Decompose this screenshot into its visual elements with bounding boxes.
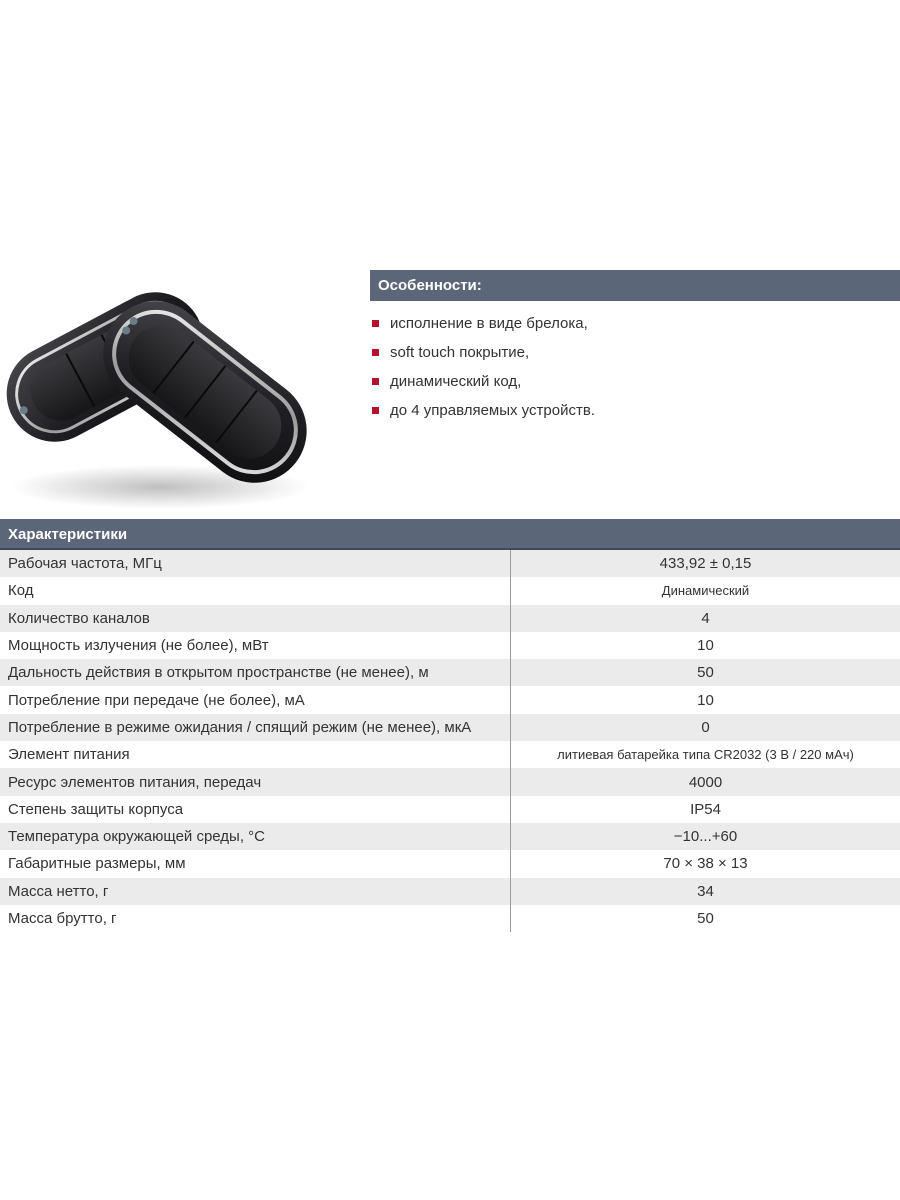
spec-name: Рабочая частота, МГц — [8, 555, 162, 573]
spec-name: Масса брутто, г — [8, 910, 117, 927]
bullet-icon — [372, 378, 379, 385]
spec-value: Динамический — [510, 577, 900, 604]
spec-value: 50 — [510, 659, 900, 686]
spec-name: Потребление в режиме ожидания / спящий режим (не менее), мкА — [8, 718, 472, 736]
spec-name: Степень защиты корпуса — [8, 800, 184, 818]
table-row — [0, 686, 900, 713]
table-row — [0, 741, 900, 768]
table-row — [0, 823, 900, 850]
spec-name: Код — [8, 582, 34, 600]
spec-name: Мощность излучения (не более), мВт — [8, 637, 269, 655]
feature-text: soft touch покрытие, — [390, 344, 530, 361]
features-title: Особенности: — [370, 270, 900, 301]
bullet-icon — [372, 349, 379, 356]
bullet-icon — [372, 407, 379, 414]
feature-item — [370, 396, 900, 425]
table-row — [0, 878, 900, 905]
spec-name: Температура окружающей среды, °С — [8, 828, 266, 846]
table-row — [0, 796, 900, 823]
product-image — [0, 262, 330, 517]
specs-title: Характеристики — [0, 519, 900, 550]
spec-name: Элемент питания — [8, 746, 130, 764]
features-panel — [370, 270, 900, 425]
table-row — [0, 550, 900, 577]
feature-text: исполнение в виде брелока, — [390, 315, 588, 332]
table-row — [0, 632, 900, 659]
spec-value: 433,92 ± 0,15 — [510, 550, 900, 577]
spec-value: 10 — [510, 632, 900, 659]
spec-value: 4000 — [510, 768, 900, 795]
feature-text: до 4 управляемых устройств. — [390, 402, 595, 419]
table-row — [0, 605, 900, 632]
table-row — [0, 577, 900, 604]
table-row — [0, 659, 900, 686]
spec-value: 4 — [510, 605, 900, 632]
spec-value: 34 — [510, 878, 900, 905]
spec-value: 70 × 38 × 13 — [510, 850, 900, 877]
table-row — [0, 850, 900, 877]
spec-name: Дальность действия в открытом пространстве (не менее), м — [8, 664, 429, 682]
spec-value: −10...+60 — [510, 823, 900, 850]
spec-name: Масса нетто, г — [8, 882, 109, 900]
feature-item — [370, 367, 900, 396]
table-row — [0, 768, 900, 795]
feature-item — [370, 338, 900, 367]
spec-name: Потребление при передаче (не более), мА — [8, 691, 305, 709]
spec-name: Количество каналов — [8, 609, 150, 627]
spec-name: Габаритные размеры, мм — [8, 855, 186, 873]
spec-name: Ресурс элементов питания, передач — [8, 773, 262, 791]
table-row — [0, 714, 900, 741]
spec-value: 10 — [510, 686, 900, 713]
features-list — [370, 309, 900, 425]
spec-value: литиевая батарейка типа CR2032 (3 В / 220 мАч) — [510, 741, 900, 768]
feature-item — [370, 309, 900, 338]
bullet-icon — [372, 320, 379, 327]
table-row — [0, 905, 900, 932]
spec-value: IP54 — [510, 796, 900, 823]
spec-value: 50 — [510, 905, 900, 932]
specs-table — [0, 519, 900, 932]
spec-value: 0 — [510, 714, 900, 741]
feature-text: динамический код, — [390, 373, 522, 390]
key-fob-remotes-icon — [0, 262, 330, 517]
